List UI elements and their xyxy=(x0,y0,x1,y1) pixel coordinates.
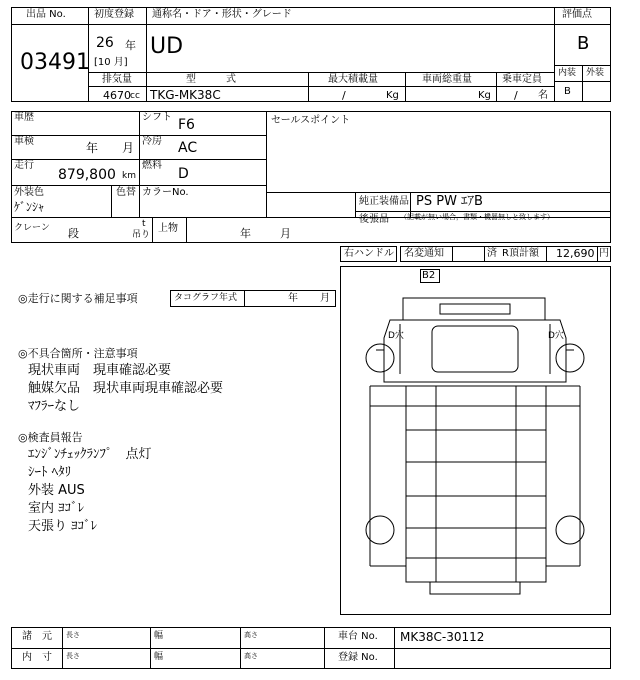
factory-label: 純正装備品 xyxy=(359,196,409,207)
exterior-label: 外装 xyxy=(586,68,605,78)
salespoint-label: セールスポイント xyxy=(271,115,351,126)
dim-length-label: 長さ xyxy=(66,652,80,660)
steering-value: 右ハンドル xyxy=(344,248,394,259)
aircon-value: AC xyxy=(178,140,198,156)
lot-number: 03491 xyxy=(20,50,90,75)
report-line-2: ｼｰﾄ ﾍﾀﾘ xyxy=(28,465,72,480)
crane-stage: 段 xyxy=(68,227,79,240)
spec-width-label: 幅 xyxy=(154,631,164,641)
score: B xyxy=(577,33,590,54)
name-change-unit: 済 xyxy=(487,248,497,259)
mileage-label: 走行 xyxy=(14,160,34,171)
reg-label: 初度登録 xyxy=(94,9,134,20)
shift-value: F6 xyxy=(178,117,195,133)
color-code-label: カラーNo. xyxy=(142,187,189,198)
displacement-label: 排気量 xyxy=(102,74,132,85)
crane-label: クレーン xyxy=(14,223,50,233)
tacho-label: タコグラフ年式 xyxy=(174,293,238,303)
displacement-value: 4670 xyxy=(103,89,131,102)
inspection-label: 車検 xyxy=(14,136,34,147)
color-change-label: 色替 xyxy=(116,187,136,198)
right-hole-label: D穴 xyxy=(548,331,564,341)
driving-notes-title: ◎走行に関する補足事項 xyxy=(18,292,138,305)
displacement-unit: cc xyxy=(130,91,140,101)
history-label: 車歴 xyxy=(14,112,34,123)
fuel-label: 燃料 xyxy=(142,160,162,171)
crane-t: t xyxy=(142,219,146,229)
report-line-1: ｴﾝｼﾞﾝﾁｪｯｸﾗﾝﾌﾟ 点灯 xyxy=(28,447,152,462)
inspector-title: ◎検査員報告 xyxy=(18,431,83,444)
lot-label: 出品 No. xyxy=(26,9,66,20)
dim-height-label: 高さ xyxy=(244,652,258,660)
gross-unit: Kg xyxy=(478,90,491,101)
crane-lift: 吊り xyxy=(132,230,151,240)
inspection-month: 月 xyxy=(122,141,135,155)
aircon-label: 冷房 xyxy=(142,136,162,147)
spec-height-label: 高さ xyxy=(244,631,258,639)
name-label: 通称名・ドア・形状・グレード xyxy=(152,9,292,20)
dim-width-label: 幅 xyxy=(154,652,164,662)
crane-top-label: 上物 xyxy=(158,223,178,234)
crane-month: 月 xyxy=(280,227,291,240)
left-hole-label: D穴 xyxy=(388,331,404,341)
spec-length-label: 長さ xyxy=(66,631,80,639)
score-label: 評価点 xyxy=(562,9,592,20)
maxload-unit: Kg xyxy=(386,90,399,101)
interior-score: B xyxy=(564,86,571,97)
color-label: 外装色 xyxy=(14,187,44,198)
defect-line-2: 触媒欠品 現状車両現車確認必要 xyxy=(28,381,224,396)
capacity-sep: / xyxy=(514,89,518,102)
reg-year: 26 xyxy=(96,35,114,51)
tacho-year: 年 xyxy=(288,293,298,304)
defect-line-3: ﾏﾌﾗｰなし xyxy=(28,399,81,414)
factory-value: PS PW ｴｱB xyxy=(416,194,483,209)
name-change-label: 名変通知 xyxy=(404,248,444,259)
reg-year-unit: 年 xyxy=(125,39,136,52)
color-value: ｹﾞﾝｼｬ xyxy=(14,200,45,214)
header-table xyxy=(11,7,611,102)
spec-row-label: 諸 元 xyxy=(22,631,52,642)
interior-label: 内装 xyxy=(558,68,577,78)
truck-outline-diagram xyxy=(340,266,611,615)
aftermarket-label: 後張品 xyxy=(359,214,389,225)
type-label: 型 式 xyxy=(186,74,236,85)
odometer-value: 12,690 xyxy=(556,247,595,260)
odometer-unit: 円 xyxy=(599,248,609,259)
maxload-sep: / xyxy=(342,89,346,102)
capacity-unit: 名 xyxy=(538,90,548,101)
report-line-5: 天張り ﾖｺﾞﾚ xyxy=(28,519,98,534)
mileage-value: 879,800 xyxy=(58,167,116,183)
defect-line-1: 現状車両 現車確認必要 xyxy=(28,363,172,378)
shift-label: シフト xyxy=(142,112,172,123)
reg-month: [10 月] xyxy=(94,57,128,68)
tacho-month: 月 xyxy=(320,293,330,304)
capacity-label: 乗車定員 xyxy=(502,74,542,85)
aftermarket-note: （記載が無い場合，書類・機器無しと致します） xyxy=(400,213,554,221)
mileage-unit: km xyxy=(122,171,136,181)
registration-label: 登録 No. xyxy=(338,652,378,663)
gross-label: 車両総重量 xyxy=(422,74,472,85)
crane-year: 年 xyxy=(240,227,251,240)
report-line-3: 外装 AUS xyxy=(28,483,85,498)
chassis-value: MK38C-30112 xyxy=(400,630,485,644)
fuel-value: D xyxy=(178,166,189,182)
defect-title: ◎不具合箇所・注意事項 xyxy=(18,347,138,360)
model-name: UD xyxy=(150,34,184,59)
inspection-year: 年 xyxy=(86,141,99,155)
model-code: TKG-MK38C xyxy=(150,88,221,102)
damage-mark-label: B2 xyxy=(422,270,436,281)
maxload-label: 最大積載量 xyxy=(328,74,378,85)
chassis-label: 車台 No. xyxy=(338,631,378,642)
dim-row-label: 内 寸 xyxy=(22,652,52,663)
report-line-4: 室内 ﾖｺﾞﾚ xyxy=(28,501,85,516)
odometer-label: R頂計額 xyxy=(502,248,539,259)
